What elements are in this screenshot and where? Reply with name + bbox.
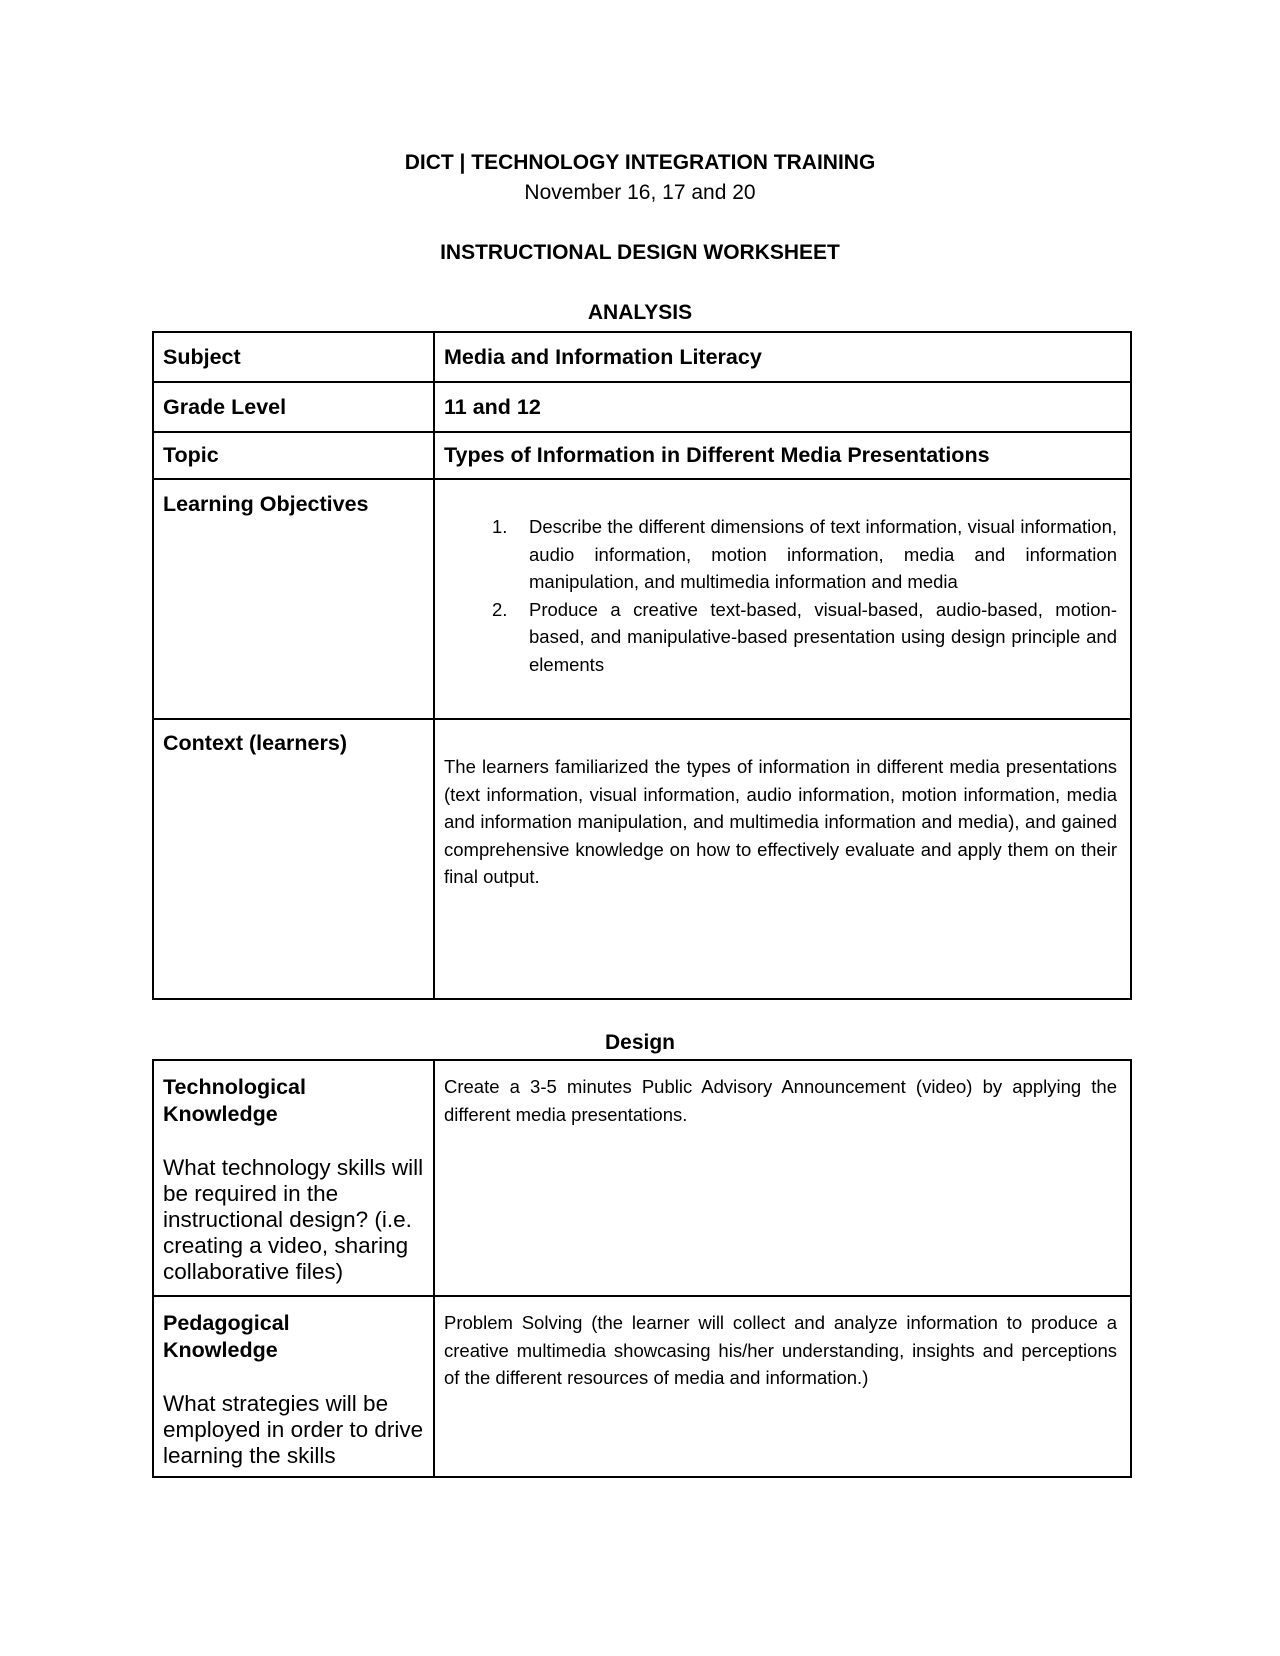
- analysis-table: [152, 331, 1132, 1000]
- table-row: [153, 479, 1131, 719]
- technological-knowledge-answer-cell: [434, 1060, 1131, 1296]
- grade-level-value: 11 and 12: [434, 382, 1131, 432]
- technological-knowledge-label: Technological Knowledge: [163, 1075, 306, 1126]
- pedagogical-knowledge-value: Problem Solving (the learner will collect and analyze information to produce a creative multimedia showcasing his/her understanding, insights and perceptions of the different resources of media and information.): [444, 1312, 1117, 1388]
- objective-text: Produce a creative text-based, visual-based, audio-based, motion-based, and manipulative-based presentation using design principle and elements: [529, 598, 1117, 675]
- context-cell: [434, 719, 1131, 999]
- technological-knowledge-question: What technology skills will be required in the instructional design? (i.e. creating a video, sharing collaborative files): [163, 1155, 424, 1284]
- topic-value: Types of Information in Different Media Presentations: [434, 432, 1131, 479]
- table-row: [153, 1296, 1131, 1477]
- context-label: Context (learners): [153, 719, 434, 999]
- topic-label: Topic: [153, 432, 434, 479]
- worksheet-title: INSTRUCTIONAL DESIGN WORKSHEET: [440, 241, 840, 264]
- table-row: [153, 719, 1131, 999]
- analysis-heading: ANALYSIS: [587, 301, 693, 324]
- technological-knowledge-value: Create a 3-5 minutes Public Advisory Announcement (video) by applying the different media presentations.: [444, 1076, 1117, 1125]
- design-table: [152, 1059, 1132, 1478]
- design-heading: Design: [604, 1031, 675, 1054]
- pedagogical-knowledge-cell: [153, 1296, 434, 1477]
- context-value: The learners familiarized the types of information in different media presentations (text information, visual information, audio information, motion information, media and information manipulation, and multimedia information and media), and gained comprehensive knowledge on how to effectively evaluate and apply them on their final output.: [444, 756, 1117, 887]
- list-item: [444, 513, 1117, 596]
- pedagogical-knowledge-label: Pedagogical Knowledge: [163, 1311, 290, 1362]
- pedagogical-knowledge-answer-cell: [434, 1296, 1131, 1477]
- subject-label: Subject: [153, 332, 434, 382]
- objective-text: Describe the different dimensions of text information, visual information, audio information, motion information, media and information manipulation, and multimedia information and media: [529, 516, 1117, 592]
- pedagogical-knowledge-question: What strategies will be employed in order to drive learning the skills: [163, 1391, 424, 1468]
- document-title: DICT | TECHNOLOGY INTEGRATION TRAINING: [404, 151, 876, 174]
- objective-number: 2.: [492, 598, 508, 620]
- learning-objectives-label: Learning Objectives: [153, 479, 434, 719]
- objectives-list: [444, 513, 1117, 678]
- list-item: [444, 596, 1117, 679]
- table-row: [153, 1060, 1131, 1296]
- subject-value: Media and Information Literacy: [434, 332, 1131, 382]
- grade-level-label: Grade Level: [153, 382, 434, 432]
- objective-number: 1.: [492, 516, 508, 537]
- table-row: [153, 432, 1131, 479]
- training-dates: November 16, 17 and 20: [524, 181, 756, 204]
- table-row: [153, 382, 1131, 432]
- technological-knowledge-cell: [153, 1060, 434, 1296]
- learning-objectives-cell: [434, 479, 1131, 719]
- table-row: [153, 332, 1131, 382]
